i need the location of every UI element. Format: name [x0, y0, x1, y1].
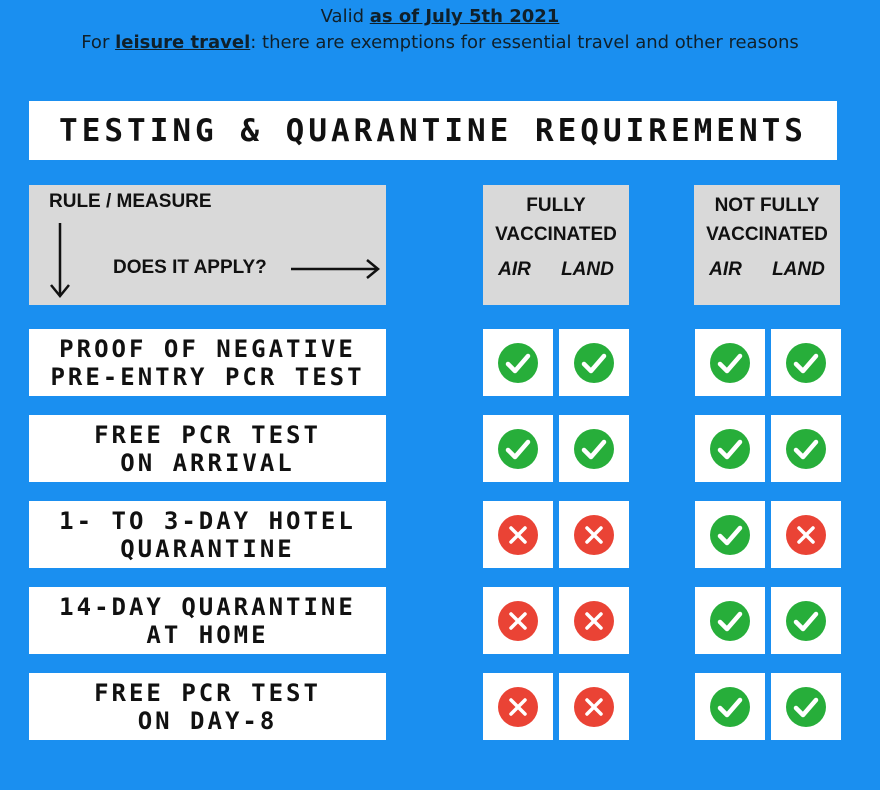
does-it-apply-label: DOES IT APPLY?: [113, 257, 267, 278]
cross-icon: [573, 514, 615, 556]
valid-line: Valid as of July 5th 2021: [320, 6, 560, 27]
cross-icon: [497, 600, 539, 642]
row-label: [29, 329, 386, 396]
cell-not-fully-air: [695, 587, 765, 654]
land-label: LAND: [772, 259, 825, 280]
cell-not-fully-air: [695, 415, 765, 482]
check-icon: [573, 342, 615, 384]
check-icon: [785, 428, 827, 470]
check-icon: [497, 428, 539, 470]
row-label: [29, 501, 386, 568]
cell-fully-land: [559, 673, 629, 740]
rule-measure-text: FREE PCR TEST ON ARRIVAL: [94, 420, 321, 477]
cross-icon: [497, 686, 539, 728]
cell-not-fully-land: [771, 673, 841, 740]
cell-not-fully-land: [771, 329, 841, 396]
cell-not-fully-land: [771, 415, 841, 482]
arrow-right-icon: [291, 258, 381, 280]
cell-fully-land: [559, 587, 629, 654]
air-label: AIR: [709, 259, 742, 280]
rule-measure-text: FREE PCR TEST ON DAY-8: [94, 678, 321, 735]
row-label: [29, 587, 386, 654]
cell-fully-air: [483, 587, 553, 654]
title-banner: [29, 101, 837, 160]
cell-not-fully-land: [771, 501, 841, 568]
cross-icon: [573, 686, 615, 728]
land-label: LAND: [561, 259, 614, 280]
rule-measure-text: PROOF OF NEGATIVE PRE-ENTRY PCR TEST: [50, 334, 365, 391]
cell-not-fully-air: [695, 673, 765, 740]
rule-measure-text: 14-DAY QUARANTINE AT HOME: [59, 592, 356, 649]
row-label: [29, 415, 386, 482]
cell-not-fully-air: [695, 329, 765, 396]
check-icon: [785, 600, 827, 642]
check-icon: [573, 428, 615, 470]
check-icon: [709, 514, 751, 556]
cell-not-fully-land: [771, 587, 841, 654]
check-icon: [497, 342, 539, 384]
cross-icon: [573, 600, 615, 642]
leisure-line: For leisure travel: there are exemptions for essential travel and other reasons: [81, 32, 799, 53]
check-icon: [709, 686, 751, 728]
rule-measure-label: RULE / MEASURE: [49, 191, 212, 212]
cell-not-fully-air: [695, 501, 765, 568]
cell-fully-land: [559, 501, 629, 568]
header-note: [0, 4, 880, 56]
check-icon: [785, 342, 827, 384]
page-title: TESTING & QUARANTINE REQUIREMENTS: [59, 112, 807, 149]
cell-fully-air: [483, 673, 553, 740]
rule-header: [29, 185, 386, 305]
cell-fully-air: [483, 329, 553, 396]
check-icon: [709, 600, 751, 642]
group-header-fully-vaccinated: FULLY VACCINATED AIR LAND: [483, 185, 629, 305]
cell-fully-air: [483, 415, 553, 482]
cell-fully-land: [559, 329, 629, 396]
group-header-not-fully-vaccinated: NOT FULLY VACCINATED AIR LAND: [694, 185, 840, 305]
cell-fully-air: [483, 501, 553, 568]
check-icon: [709, 428, 751, 470]
arrow-down-icon: [49, 223, 71, 299]
cross-icon: [785, 514, 827, 556]
cell-fully-land: [559, 415, 629, 482]
check-icon: [709, 342, 751, 384]
rule-measure-text: 1- TO 3-DAY HOTEL QUARANTINE: [59, 506, 356, 563]
check-icon: [785, 686, 827, 728]
cross-icon: [497, 514, 539, 556]
row-label: [29, 673, 386, 740]
valid-date: as of July 5th 2021: [369, 6, 560, 27]
air-label: AIR: [498, 259, 531, 280]
leisure-term: leisure travel: [115, 32, 251, 53]
